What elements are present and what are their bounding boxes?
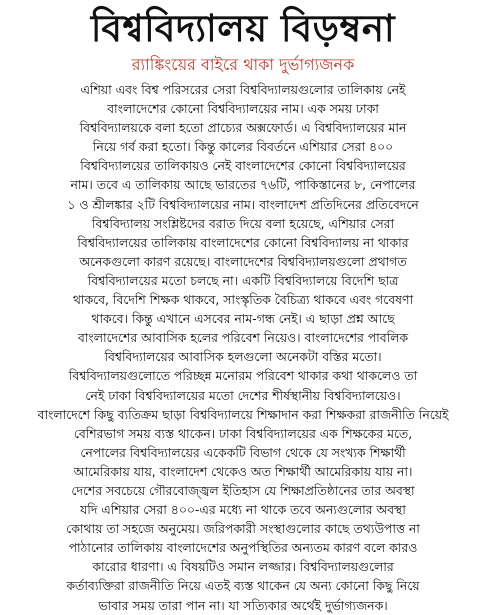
article-line: বাংলাদেশে কিছু ব্যতিক্রম ছাড়া বিশ্ববিদ্যালয়ে শিক্ষাদান করা শিক্ষকরা রাজনীতি নিয়েই [37, 406, 449, 422]
article-line: পাঠানোর তালিকায় বাংলাদেশের অনুপস্থিতির অন্যতম কারণ বলে কারও [68, 540, 418, 556]
article-line: বাংলাদেশের আবাসিক হলের পরিবেশ নিয়েও। বাংলাদেশের পাবলিক [77, 330, 409, 346]
article-line: কর্তাব্যক্তিরা রাজনীতি নিয়ে এতই ব্যস্ত থাকেন যে অন্য কোনো কিছু নিয়ে [66, 578, 420, 594]
article-line: থাকবে, বিদেশি শিক্ষক থাকবে, সাংস্কৃতিক বৈচিত্র্য থাকবে এবং গবেষণা [72, 292, 414, 308]
article-line: এশিয়া এবং বিশ্ব পরিসরের সেরা বিশ্ববিদ্যালয়গুলোর তালিকায় নেই [80, 82, 406, 97]
article-line: বিশ্ববিদ্যালয়গুলোতে পরিচ্ছন্ন মনোরম পরিবেশ থাকার কথা থাকলেও তা [68, 368, 418, 384]
article-line: কারোর ধারণা। এ বিষয়টিও সমান লজ্জার। বিশ্ববিদ্যালয়গুলোর [92, 559, 394, 575]
article-line: যদি এশিয়ার সেরা ৪০০-এর মধ্যে না থাকে তবে অন্যগুলোর অবস্থা [80, 502, 406, 518]
article-line: নিয়ে গর্ব করা হতো। কিন্তু কালের বিবর্তনে এশিয়ার সেরা ৪০০ [92, 139, 394, 155]
article-line: বিশ্ববিদ্যালয়ের তালিকায় বাংলাদেশের কোনো বিশ্ববিদ্যালয় না থাকার [77, 234, 409, 250]
article-line: ১ ও শ্রীলঙ্কার ২টি বিশ্ববিদ্যালয়ের নাম। বাংলাদেশ প্রতিদিনের প্রতিবেদনে [67, 196, 419, 212]
article-line: থাকবে। কিন্তু এখানে এসবের নাম-গন্ধ নেই। এ ছাড়া প্রশ্ন আছে [91, 311, 395, 327]
article-line: নেই ঢাকা বিশ্ববিদ্যালয়ের মতো দেশের শীর্ষস্থানীয় বিশ্ববিদ্যালয়েও। [85, 387, 401, 403]
article-line: বিশ্ববিদ্যালয়কে বলা হতো প্রাচ্যের অক্সফোর্ড। এ বিশ্ববিদ্যালয়ের মান [79, 120, 407, 136]
article-line: দেশের সবচেয়ে গৌরবোজ্জ্বল ইতিহাস যে শিক্ষাপ্রতিষ্ঠানের তার অবস্থা [71, 482, 415, 498]
article-line: বিশ্ববিদ্যালয় সংশ্লিষ্টদের বরাত দিয়ে বলা হয়েছে, এশিয়ার সেরা [91, 215, 395, 231]
subheadline: র‍্যাঙ্কিংয়ের বাইরে থাকা দুর্ভাগ্যজনক [131, 55, 355, 74]
article-body [14, 80, 472, 615]
article-line: আমেরিকায় যায়, বাংলাদেশ থেকেও অত শিক্ষার্থী আমেরিকায় যায় না। [73, 463, 413, 479]
article-line: বিশ্ববিদ্যালয়ের আবাসিক হলগুলো অনেকটা বস্তির মতো। [104, 349, 382, 365]
article-line: কোথায় তা সহজে অনুমেয়। জরিপকারী সংস্থাগুলোর কাছে তথ্যউপাত্ত না [66, 521, 420, 537]
headline: বিশ্ববিদ্যালয় বিড়ম্বনা [90, 7, 396, 50]
article-line: বিশ্ববিদ্যালয়ের মতো চলছে না। একটি বিশ্ববিদ্যালয়ে বিদেশি ছাত্র [87, 272, 399, 288]
article-line: অনেকগুলো কারণ রয়েছে। বাংলাদেশের বিশ্ববিদ্যালয়গুলো প্রথাগত [79, 253, 407, 269]
article-line: নাম। তবে এ তালিকায় আছে ভারতের ৭৬টি, পাকিস্তানের ৮, নেপালের [70, 177, 416, 193]
article-line: বেশিরভাগ সময় ব্যস্ত থাকেন। ঢাকা বিশ্ববিদ্যালয়ের এক শিক্ষকের মতে, [73, 425, 413, 441]
article-line: নেপালের বিশ্ববিদ্যালয়ের একেকটি বিভাগ থেকে যে সংখ্যক শিক্ষার্থী [80, 444, 406, 460]
article-line: ভাবার সময় তারা পান না। যা সত্যিকার অর্থেই দুর্ভাগ্যজনক। [98, 597, 388, 613]
article-line: বিশ্ববিদ্যালয়ের তালিকায়ও নেই বাংলাদেশের কোনো বিশ্ববিদ্যালয়ের [80, 158, 406, 174]
article-line: বাংলাদেশের কোনো বিশ্ববিদ্যালয়ের নাম। এক সময় ঢাকা [107, 101, 379, 117]
